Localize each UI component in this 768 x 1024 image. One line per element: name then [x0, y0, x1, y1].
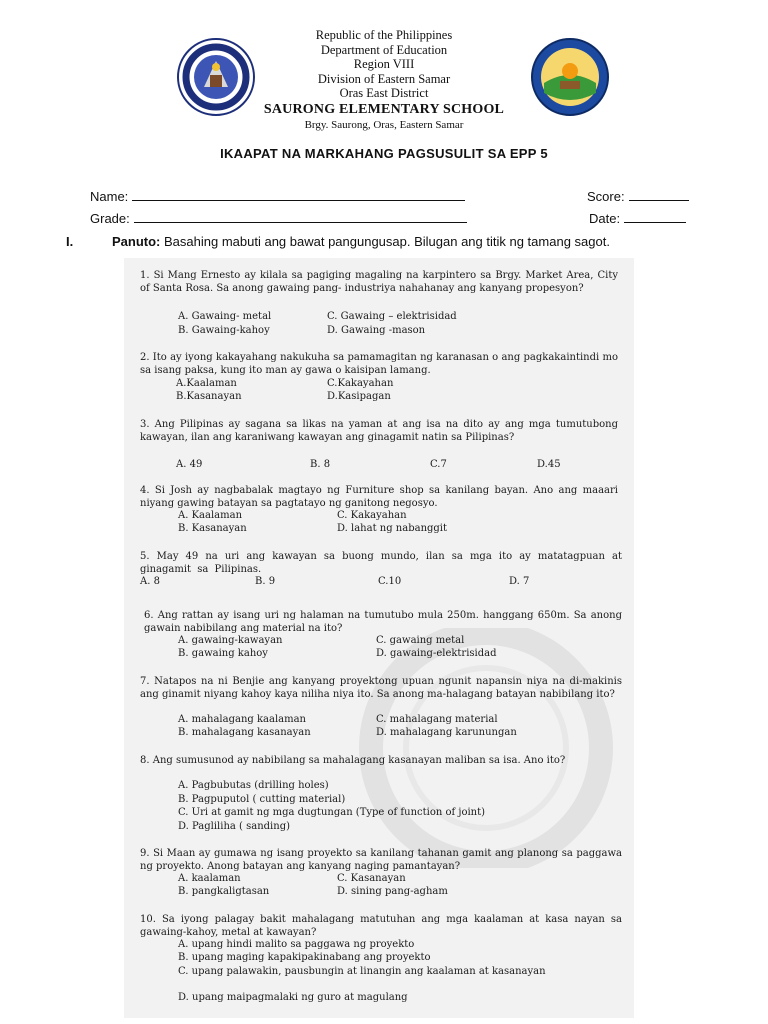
question-7 [140, 675, 622, 702]
q7-option-d[interactable]: D. mahalagang karunungan [376, 727, 517, 738]
date-field[interactable] [589, 211, 686, 226]
q7-option-b[interactable]: B. mahalagang kasanayan [178, 727, 311, 738]
q1-option-c[interactable]: C. Gawaing – elektrisidad [327, 311, 457, 322]
grade-blank[interactable] [134, 211, 467, 223]
question-text: 10. Sa iyong palagay bakit mahalagang matutuhan ang mga kaalaman at kasa nayan sa gawaing-kahoy, metal at kawayan? [140, 914, 622, 939]
q1-option-b[interactable]: B. Gawaing-kahoy [178, 325, 270, 336]
school-name: SAURONG ELEMENTARY SCHOOL [263, 101, 505, 117]
question-5 [140, 550, 622, 577]
question-text: 7. Natapos na ni Benjie ang kanyang proyektong upuan ngunit napansin niya na di-makinis ang ginamit niyang kahoy kaya niliha niya ito. Sa anong ma-halagang batayan nabibilang ito? [140, 676, 622, 701]
grade-label: Grade: [90, 211, 130, 226]
header-line-2: Department of Education [320, 42, 448, 57]
q8-option-a[interactable]: A. Pagbubutas (drilling holes) [178, 780, 329, 791]
instructions [66, 234, 610, 249]
score-label: Score: [587, 189, 625, 204]
q7-option-a[interactable]: A. mahalagang kaalaman [178, 714, 306, 725]
q8-option-b[interactable]: B. Pagpuputol ( cutting material) [178, 794, 346, 805]
q6-option-a[interactable]: A. gawaing-kawayan [178, 635, 283, 646]
q4-option-d[interactable]: D. lahat ng nabanggit [337, 523, 448, 534]
section-number: I. [66, 234, 74, 249]
question-10 [140, 913, 622, 940]
question-4 [140, 484, 618, 511]
q2-option-c[interactable]: C.Kakayahan [327, 378, 394, 389]
header-line-4: Division of Eastern Samar [317, 71, 451, 86]
name-label: Name: [90, 189, 129, 204]
q6-option-b[interactable]: B. gawaing kahoy [178, 648, 268, 659]
question-text: 1. Si Mang Ernesto ay kilala sa pagiging magaling na karpintero sa Brgy. Market Area, City of Santa Rosa. Sa anong gawaing pang- industriya nahahanay ang kanyang propesyon? [140, 270, 618, 295]
q2-option-d[interactable]: D.Kasipagan [327, 391, 391, 402]
q4-option-b[interactable]: B. Kasanayan [178, 523, 247, 534]
q5-option-d[interactable]: D. 7 [509, 576, 530, 587]
name-field[interactable] [90, 189, 465, 204]
question-8 [140, 754, 622, 767]
q9-option-c[interactable]: C. Kasanayan [337, 873, 406, 884]
school-header [0, 28, 768, 132]
q10-option-c[interactable]: C. upang palawakin, pausbungin at linangin ang kaalaman at kasanayan [178, 966, 546, 977]
q5-option-a[interactable]: A. 8 [140, 576, 160, 587]
q1-option-d[interactable]: D. Gawaing -mason [327, 325, 426, 336]
q8-option-d[interactable]: D. Pagliliha ( sanding) [178, 821, 290, 832]
question-text: 5. May 49 na uri ang kawayan sa buong mundo, ilan sa mga ito ay matatagpuan at ginagamit sa Pilipinas. [140, 551, 622, 576]
question-3 [140, 418, 618, 445]
question-text: 2. Ito ay iyong kakayahang nakukuha sa pamamagitan ng karanasan o ang pagkakaintindi mo sa isang paksa, kung ito man ay gawa o kaisipan lamang. [140, 352, 618, 377]
q3-option-a[interactable]: A. 49 [176, 459, 203, 470]
score-blank[interactable] [629, 189, 689, 201]
question-6 [144, 609, 622, 636]
q1-option-a[interactable]: A. Gawaing- metal [178, 311, 272, 322]
header-line-3: Region VIII [353, 57, 415, 71]
q5-option-b[interactable]: B. 9 [255, 576, 276, 587]
q8-option-c[interactable]: C. Uri at gamit ng mga dugtungan (Type of function of joint) [178, 807, 486, 818]
q9-option-a[interactable]: A. kaalaman [178, 873, 241, 884]
q7-option-c[interactable]: C. mahalagang material [376, 714, 498, 725]
name-blank[interactable] [132, 189, 465, 201]
cemd-watermark-logo [336, 628, 636, 873]
q2-option-a[interactable]: A.Kaalaman [176, 378, 237, 389]
q9-option-d[interactable]: D. sining pang-agham [337, 886, 448, 897]
school-address: Brgy. Saurong, Oras, Eastern Samar [304, 118, 464, 131]
question-text: 8. Ang sumusunod ay nabibilang sa mahalagang kasanayan maliban sa isa. Ano ito? [140, 755, 566, 766]
instruction-label: Panuto: [112, 234, 161, 249]
instruction-text: Basahing mabuti ang bawat pangungusap. Bilugan ang titik ng tamang sagot. [164, 234, 610, 249]
exam-title: IKAAPAT NA MARKAHANG PAGSUSULIT SA EPP 5 [220, 146, 548, 161]
q5-option-c[interactable]: C.10 [378, 576, 402, 587]
q3-option-d[interactable]: D.45 [537, 459, 561, 470]
date-blank[interactable] [624, 211, 686, 223]
q6-option-d[interactable]: D. gawaing-elektrisidad [376, 648, 497, 659]
question-text: 4. Si Josh ay nagbabalak magtayo ng Furniture shop sa kanilang bayan. Ano ang maaari niyang gawing batayan sa pagtatayo ng ganitong negosyo. [140, 485, 618, 510]
question-text: 6. Ang rattan ay isang uri ng halaman na tumutubo mula 250m. hanggang 650m. Sa anong gawain nabibilang ang material na ito? [144, 610, 622, 635]
q3-option-b[interactable]: B. 8 [310, 459, 331, 470]
q4-option-c[interactable]: C. Kakayahan [337, 510, 407, 521]
score-field[interactable] [587, 189, 689, 204]
q10-option-b[interactable]: B. upang maging kapakipakinabang ang proyekto [178, 952, 431, 963]
q4-option-a[interactable]: A. Kaalaman [178, 510, 243, 521]
question-text: 3. Ang Pilipinas ay sagana sa likas na yaman at ang isa na dito ay ang mga tumutubong kawayan, ilan ang karaniwang kawayan ang ginagamit natin sa Pilipinas? [140, 419, 618, 444]
question-9 [140, 847, 622, 874]
header-line-1: Republic of the Philippines [315, 28, 453, 42]
q6-option-c[interactable]: C. gawaing metal [376, 635, 465, 646]
grade-field[interactable] [90, 211, 467, 226]
q3-option-c[interactable]: C.7 [430, 459, 447, 470]
question-text: 9. Si Maan ay gumawa ng isang proyekto sa kanilang tahanan gamit ang planong sa paggawa ng proyekto. Anong batayan ang kanyang naging pamantayan? [140, 848, 622, 873]
q10-option-d[interactable]: D. upang maipagmalaki ng guro at magulang [178, 992, 408, 1003]
question-1 [140, 269, 618, 296]
header-line-5: Oras East District [339, 86, 429, 100]
question-2 [140, 351, 618, 378]
q10-option-a[interactable]: A. upang hindi malito sa paggawa ng proyekto [178, 939, 415, 950]
q2-option-b[interactable]: B.Kasanayan [176, 391, 242, 402]
date-label: Date: [589, 211, 621, 226]
q9-option-b[interactable]: B. pangkaligtasan [178, 886, 270, 897]
